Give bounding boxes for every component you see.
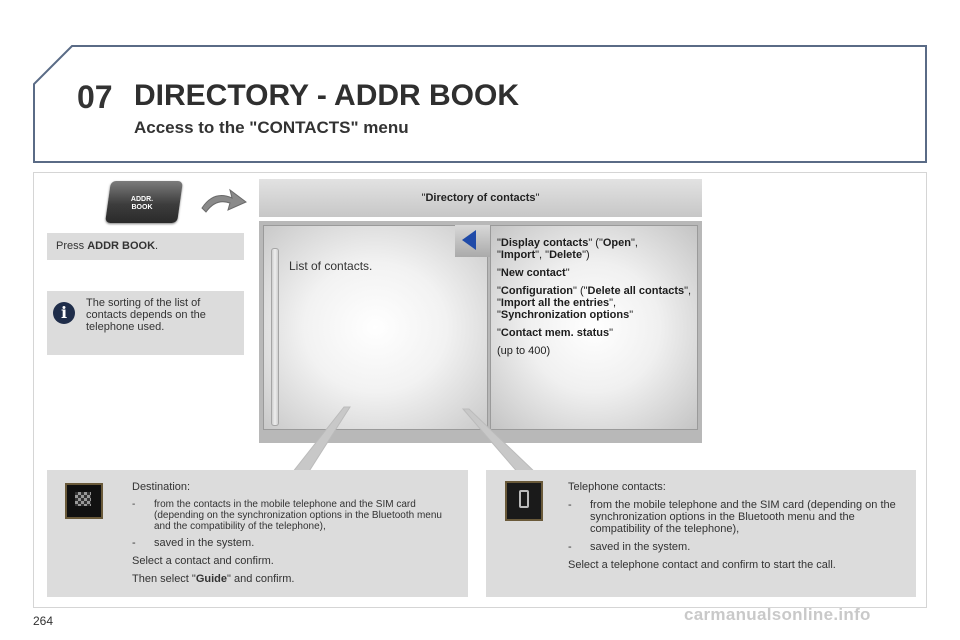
destination-action: Then select "Guide" and confirm. [132, 573, 295, 585]
destination-bullet: - saved in the system. [132, 537, 255, 549]
info-icon: i [53, 302, 75, 324]
telephone-bullet: - saved in the system. [568, 541, 691, 553]
telephone-text [568, 481, 913, 577]
menu-item-capacity: (up to 400) [497, 345, 551, 357]
press-instruction: Press ADDR BOOK. [47, 233, 244, 260]
menu-item-configuration: "Configuration" ("Delete all contacts", "Import all the entries", "Synchronization options" [497, 285, 692, 321]
callout-connectors [280, 405, 540, 480]
destination-title: Destination: [132, 481, 191, 493]
telephone-bullet: - from the mobile telephone and the SIM card (depending on the synchronization options in the Bluetooth menu and the compatibility of the telephone), [568, 499, 896, 535]
destination-action: Select a contact and confirm. [132, 555, 274, 567]
menu-item-new-contact: "New contact" [497, 267, 570, 279]
destination-bullet: - from the contacts in the mobile telephone and the SIM card (depending on the synchronization options in the Bluetooth menu and the compatibility of the telephone), [132, 499, 442, 532]
telephone-title: Telephone contacts: [568, 481, 666, 493]
telephone-action: Select a telephone contact and confirm to start the call. [568, 559, 836, 571]
page-title: DIRECTORY - ADDR BOOK [134, 79, 520, 112]
page-subtitle: Access to the "CONTACTS" menu [134, 118, 409, 137]
menu-item-display-contacts: "Display contacts" ("Open", "Import", "Delete") [497, 237, 638, 261]
menu-back-arrow-icon [462, 230, 476, 250]
list-scrollbar [271, 248, 279, 426]
menu-item-contact-mem-status: "Contact mem. status" [497, 327, 614, 339]
screen-header: "Directory of contacts" [259, 179, 702, 217]
chapter-number: 07 [77, 79, 113, 115]
info-text: The sorting of the list of contacts depends on the telephone used. [86, 297, 206, 333]
watermark: carmanualsonline.info [684, 605, 871, 624]
addr-book-button-label: ADDR. BOOK [130, 196, 154, 211]
contacts-menu-list [497, 237, 692, 363]
destination-text [132, 481, 457, 591]
curved-arrow-icon [200, 186, 248, 216]
mobile-phone-icon [519, 490, 529, 508]
contacts-list-label: List of contacts. [289, 259, 373, 273]
checkered-flag-icon [75, 492, 91, 506]
page-number: 264 [33, 614, 54, 628]
